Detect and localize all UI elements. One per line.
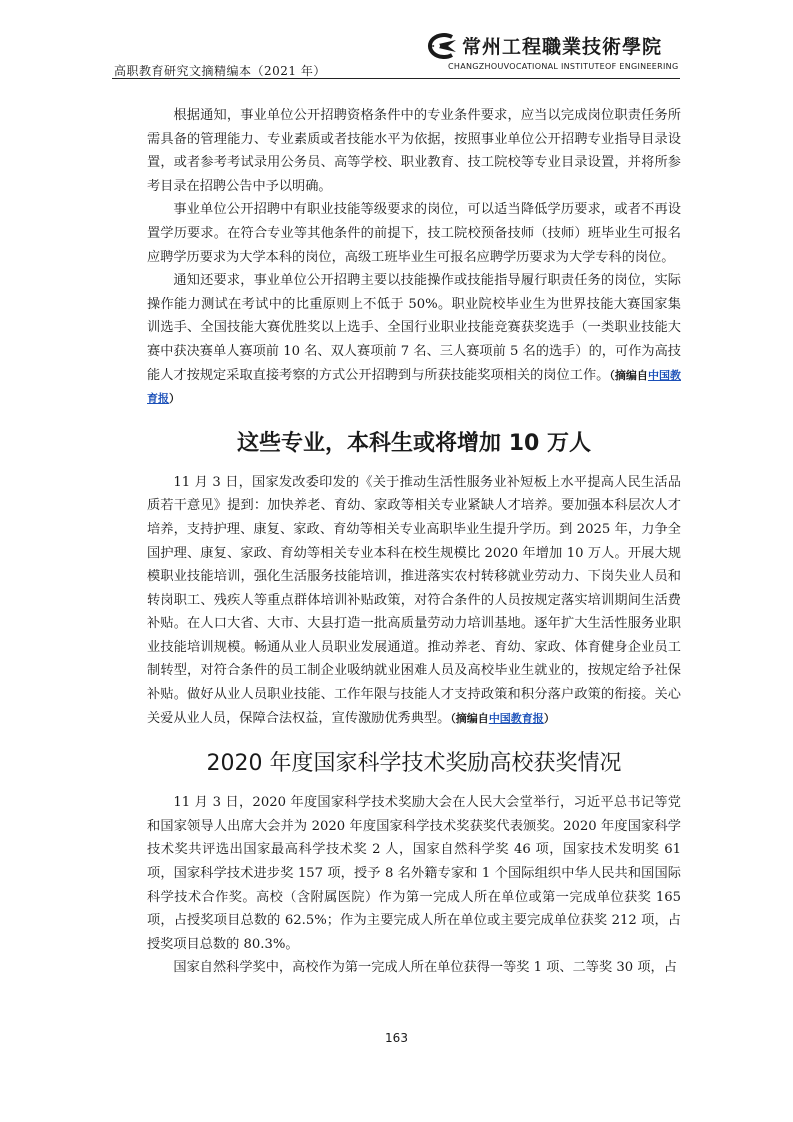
school-name: 常州工程職業技術學院 — [462, 36, 663, 58]
source-prefix: （摘编自 — [450, 711, 489, 725]
article-body — [147, 104, 681, 980]
source-suffix: ） — [543, 711, 555, 725]
paragraph-text: 通知还要求，事业单位公开招聘主要以技能操作或技能指导履行职责任务的岗位，实际操作能力测试在考试中的比重原则上不低于 50%。职业院校毕业生为世界技能大赛国家集训选手、全国技能大赛优胜奖以上选手、全国行业职业技能竞赛获奖选手（一类职业技能大赛中获决赛单人赛项前 10 名、双人赛项前 7 名、三人赛项前 5 名的选手）的，可作为高技能人才按规定采取直接考察的方式公开招聘到与所获技能奖项相关的岗位工作。 — [147, 273, 681, 383]
source-link[interactable]: 中国教育报 — [147, 368, 681, 406]
paragraph — [147, 269, 681, 411]
school-logo-icon — [422, 32, 458, 60]
section-title: 这些专业，本科生或将增加 10 万人 — [237, 430, 591, 456]
paragraph-text: 11 月 3 日，国家发改委印发的《关于推动生活性服务业补短板上水平提高人民生活品质若干意见》提到：加快养老、育幼、家政等相关专业紧缺人才培养。要加强本科层次人才培养，支持护理、康复、家政、育幼等相关专业高职毕业生提升学历。到 2025 年，力争全国护理、康复、家政、育幼等相关专业本科在校生规模比 2020 年增加 10 万人。开展大规模职业技能培训，强化生活服务技能培训，推进落实农村转移就业劳动力、下岗失业人员和转岗职工、残疾人等重点群体培训补贴政策，对符合条件的人员按规定落实培训期间生活费补贴。在人口大省、大市、大县打造一批高质量劳动力培训基地。逐年扩大生活性服务业职业技能培训规模。畅通从业人员职业发展通道。推动养老、育幼、家政、体育健身企业员工制转型，对符合条件的员工制企业吸纳就业困难人员及高校毕业生就业的，按规定给予社保补贴。做好从业人员职业技能、工作年限与技能人才支持政策和积分落户政策的衔接。关心关爱从业人员，保障合法权益，宣传激励优秀典型。 — [147, 474, 681, 726]
source-suffix: ） — [169, 392, 180, 406]
section-title: 2020 年度国家科学技术奖励高校获奖情况 — [206, 751, 622, 777]
page-header — [112, 28, 680, 78]
journal-title: 高职教育研究文摘精编本（2021 年） — [114, 64, 326, 78]
paragraph: 国家自然科学奖中，高校作为第一完成人所在单位获得一等奖 1 项、二等奖 30 项，占 — [173, 960, 677, 976]
header-divider — [112, 78, 680, 79]
school-name-en: CHANGZHOUVOCATIONAL INSTITUTEOF ENGINEERING — [448, 62, 679, 71]
source-link[interactable]: 中国教育报 — [488, 711, 544, 725]
paragraph: 根据通知，事业单位公开招聘资格条件中的专业条件要求，应当以完成岗位职责任务所需具备的管理能力、专业素质或者技能水平为依据，按照事业单位公开招聘专业指导目录设置，或者参考考试录用公务员、高等学校、职业教育、技工院校等专业目录设置，并将所参考目录在招聘公告中予以明确。 — [147, 108, 681, 194]
page-number: 163 — [385, 1031, 408, 1045]
paragraph — [147, 471, 681, 731]
source-prefix: （摘编自 — [609, 368, 648, 382]
paragraph: 11 月 3 日，2020 年度国家科学技术奖励大会在人民大会堂举行，习近平总书记等党和国家领导人出席大会并为 2020 年度国家科学技术奖获奖代表颁奖。2020 年度国家科学技术奖共评选出国家最高科学技术奖 2 人，国家自然科学奖 46 项，国家技术发明奖 61 项，国家科学技术进步奖 157 项，授予 8 名外籍专家和 1 个国际组织中华人民共和国国际科学技术合作奖。高校（含附属医院）作为第一完成人所在单位或第一完成单位获奖 165 项，占授奖项目总数的 62.5%；作为主要完成人所在单位或主要完成单位获奖 212 项，占授奖项目总数的 80.3%。 — [147, 795, 681, 952]
paragraph: 事业单位公开招聘中有职业技能等级要求的岗位，可以适当降低学历要求，或者不再设置学历要求。在符合专业等其他条件的前提下，技工院校预备技师（技师）班毕业生可报名应聘学历要求为大学本科的岗位，高级工班毕业生可报名应聘学历要求为大学专科的岗位。 — [147, 202, 681, 265]
